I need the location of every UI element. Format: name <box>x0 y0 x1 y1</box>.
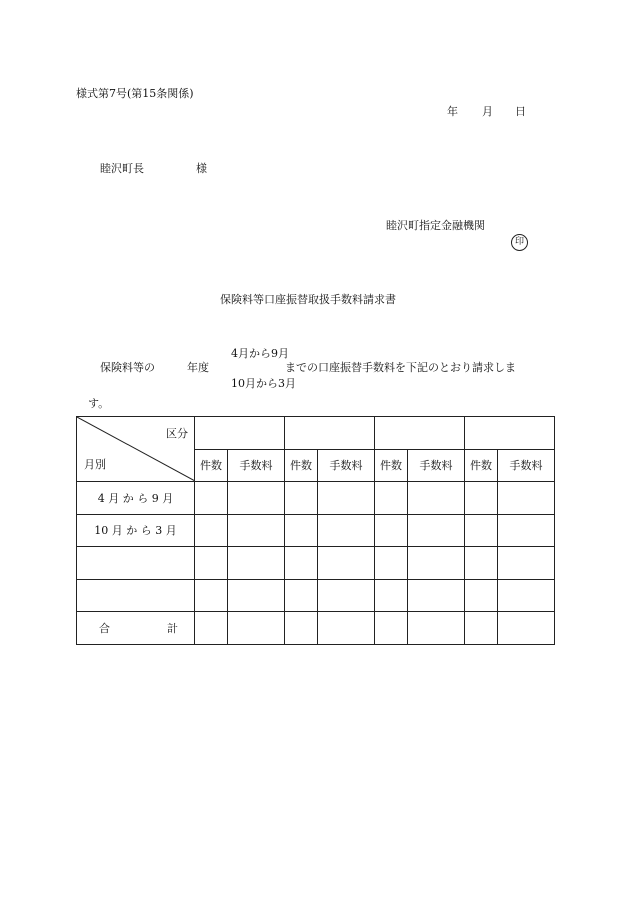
addressee-name: 睦沢町長 <box>100 162 144 175</box>
sub-header-count: 件数 <box>375 449 408 482</box>
data-cell <box>408 580 465 612</box>
body-period-1: 4月から9月 <box>231 347 289 360</box>
data-cell <box>408 482 465 515</box>
data-cell <box>195 482 228 515</box>
table-row <box>77 547 555 580</box>
sender-name: 睦沢町指定金融機関 <box>386 219 485 232</box>
data-cell <box>465 580 498 612</box>
body-prefix: 保険料等の <box>100 361 155 374</box>
category-header-cell <box>285 417 375 450</box>
data-cell <box>285 515 318 547</box>
seal-mark: 印 <box>511 234 528 251</box>
data-cell <box>465 482 498 515</box>
table-row <box>77 580 555 612</box>
data-cell <box>498 547 555 580</box>
data-cell <box>375 547 408 580</box>
total-label-right: 計 <box>167 621 178 635</box>
category-header-cell <box>465 417 555 450</box>
data-cell <box>318 515 375 547</box>
data-cell <box>228 612 285 645</box>
corner-bottom-label: 月別 <box>84 458 106 471</box>
corner-cell <box>77 417 195 482</box>
date-day-label: 日 <box>515 105 526 118</box>
data-cell <box>498 515 555 547</box>
total-row <box>77 612 555 645</box>
data-cell <box>498 612 555 645</box>
sub-header-fee: 手数料 <box>408 449 465 482</box>
row-label-blank <box>77 547 195 580</box>
sub-header-count: 件数 <box>195 449 228 482</box>
data-cell <box>228 482 285 515</box>
data-cell <box>285 612 318 645</box>
data-cell <box>375 515 408 547</box>
data-cell <box>318 612 375 645</box>
data-cell <box>285 547 318 580</box>
document-title: 保険料等口座振替取扱手数料請求書 <box>220 293 396 306</box>
data-cell <box>195 612 228 645</box>
data-cell <box>318 547 375 580</box>
data-cell <box>465 515 498 547</box>
data-cell <box>228 515 285 547</box>
data-cell <box>375 580 408 612</box>
data-cell <box>285 482 318 515</box>
data-cell <box>318 580 375 612</box>
total-label-cell <box>77 612 195 645</box>
total-label-left: 合 <box>99 621 110 635</box>
sub-header-fee: 手数料 <box>498 449 555 482</box>
data-cell <box>408 612 465 645</box>
data-cell <box>408 515 465 547</box>
table-row <box>77 515 555 547</box>
data-cell <box>408 547 465 580</box>
date-year-label: 年 <box>447 105 458 118</box>
body-suffix: までの口座振替手数料を下記のとおり請求しま <box>285 361 516 374</box>
data-cell <box>318 482 375 515</box>
corner-top-label: 区分 <box>166 427 188 440</box>
data-cell <box>195 547 228 580</box>
body-period-2: 10月から3月 <box>231 377 296 390</box>
data-cell <box>465 612 498 645</box>
body-year-label: 年度 <box>187 361 209 374</box>
data-cell <box>195 580 228 612</box>
form-number: 様式第7号(第15条関係) <box>76 87 194 100</box>
data-cell <box>228 580 285 612</box>
row-label-blank <box>77 580 195 612</box>
data-cell <box>498 482 555 515</box>
sub-header-fee: 手数料 <box>228 449 285 482</box>
row-label-oct-mar: 10 月 か ら 3 月 <box>77 515 195 547</box>
data-cell <box>228 547 285 580</box>
body-continuation: す。 <box>88 397 110 410</box>
table-row <box>77 482 555 515</box>
sub-header-fee: 手数料 <box>318 449 375 482</box>
data-cell <box>465 547 498 580</box>
data-cell <box>498 580 555 612</box>
data-cell <box>285 580 318 612</box>
data-cell <box>375 482 408 515</box>
sub-header-count: 件数 <box>465 449 498 482</box>
data-cell <box>195 515 228 547</box>
data-cell <box>375 612 408 645</box>
fee-table <box>76 416 555 645</box>
category-header-cell <box>375 417 465 450</box>
sub-header-count: 件数 <box>285 449 318 482</box>
category-header-cell <box>195 417 285 450</box>
date-month-label: 月 <box>482 105 493 118</box>
addressee-honorific: 様 <box>196 162 207 175</box>
row-label-apr-sep: 4 月 か ら 9 月 <box>77 482 195 515</box>
